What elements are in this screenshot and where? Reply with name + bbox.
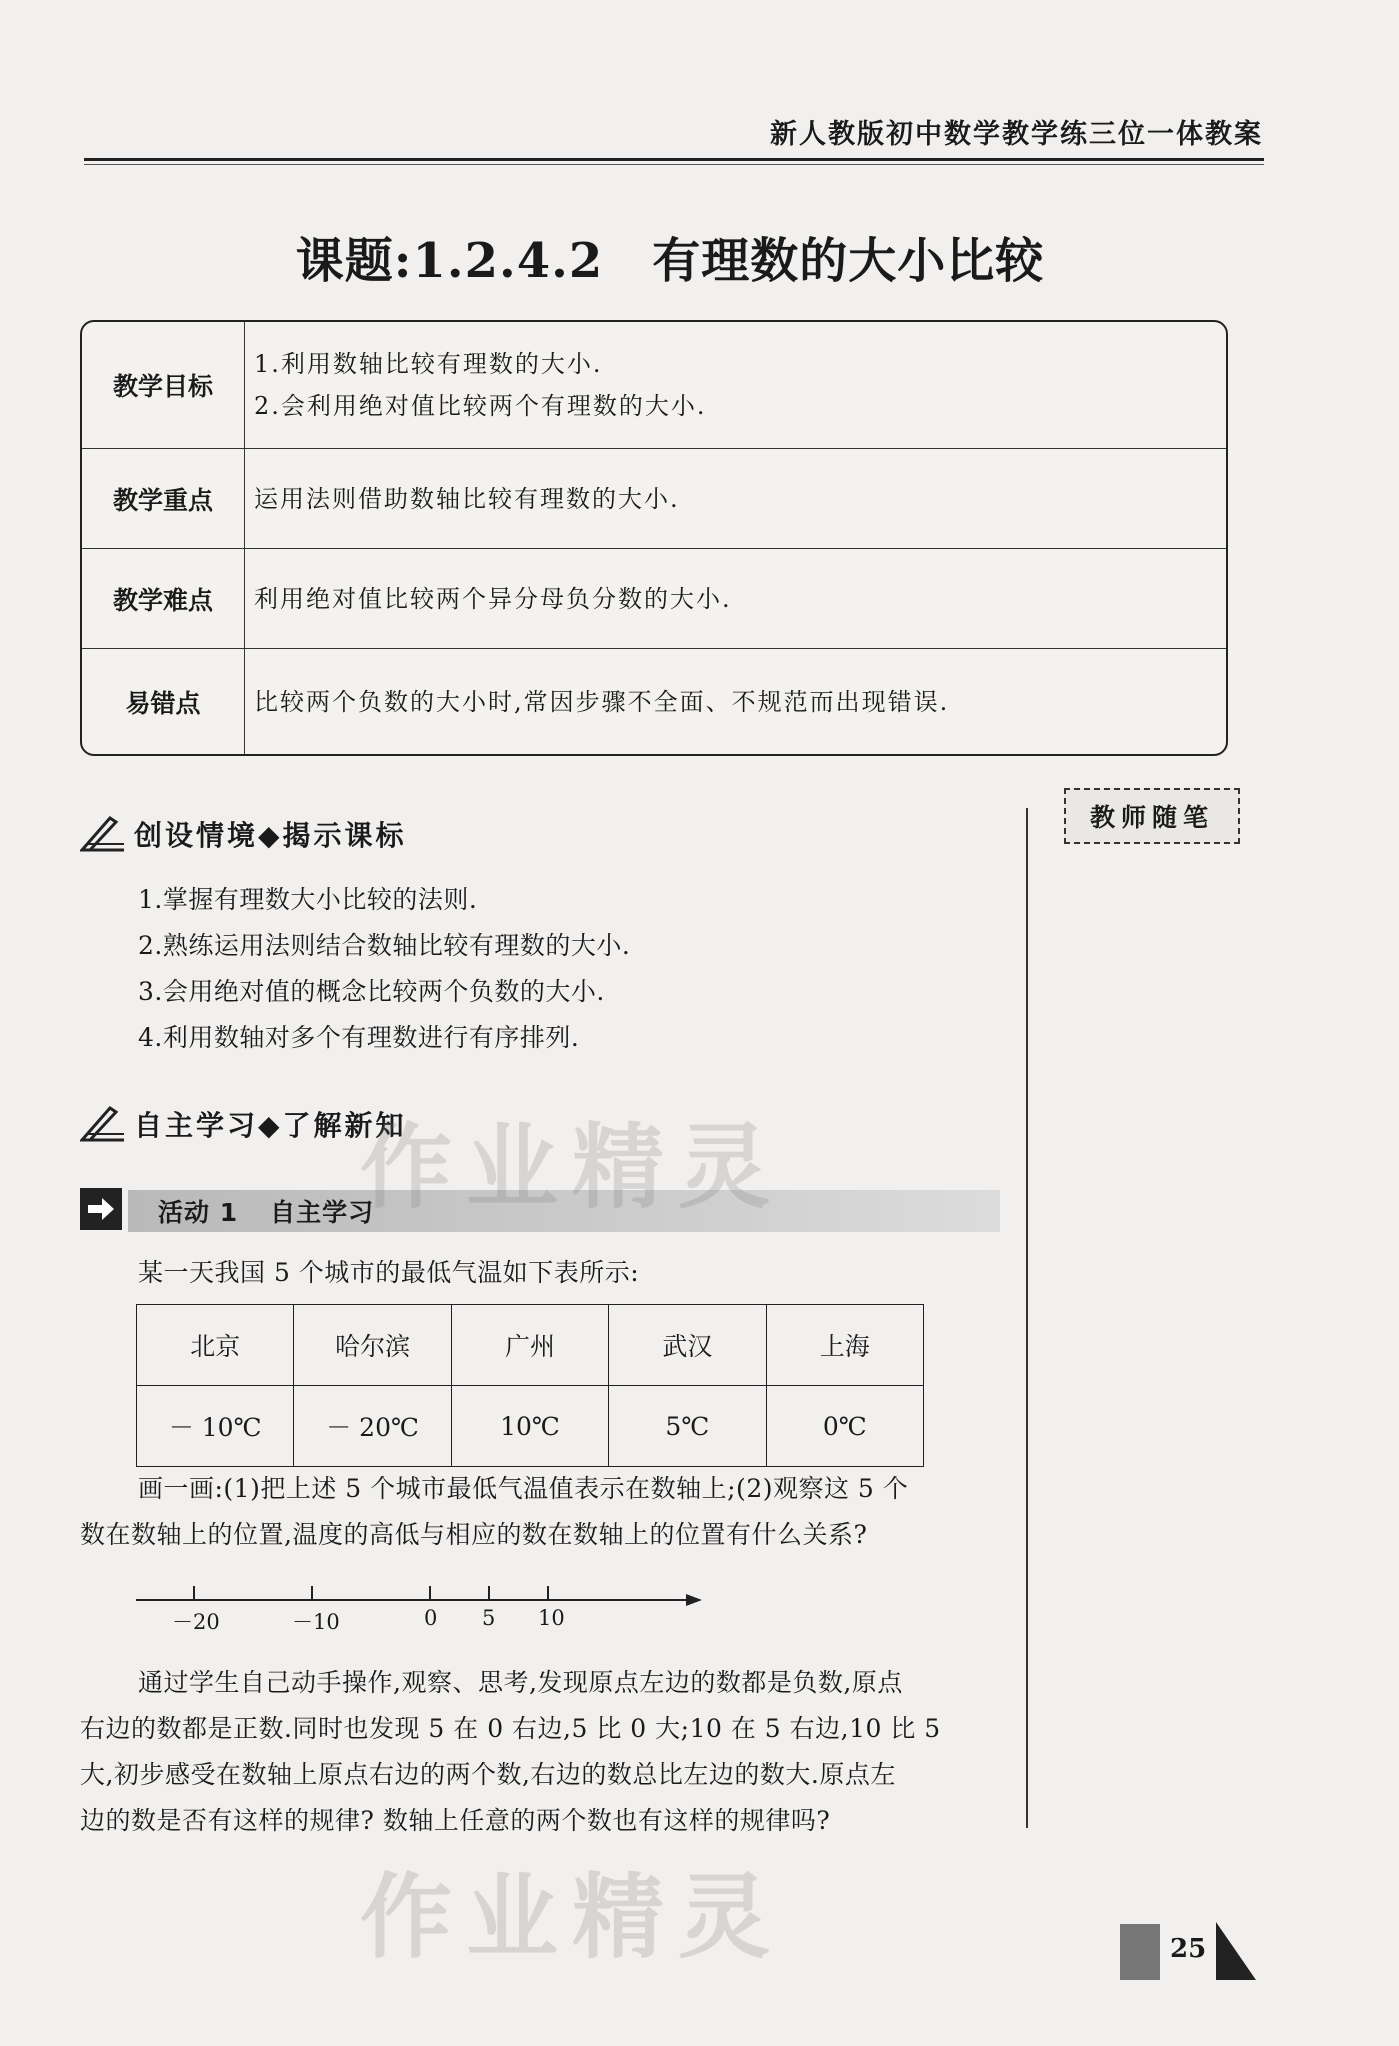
arrow-right-icon: [80, 1188, 122, 1230]
temp-cell: － 10℃: [137, 1386, 294, 1467]
goal-item: 1.掌握有理数大小比较的法则.: [138, 885, 478, 914]
discussion-line: 大,初步感受在数轴上原点右边的两个数,右边的数总比左边的数大.原点左: [80, 1760, 896, 1789]
discussion-line: 边的数是否有这样的规律? 数轴上任意的两个数也有这样的规律吗?: [80, 1806, 831, 1835]
city-cell: 上海: [766, 1305, 923, 1386]
pen-icon: [80, 814, 126, 854]
goal-item: 4.利用数轴对多个有理数进行有序排列.: [138, 1023, 580, 1052]
objective-row-focus: [82, 448, 1226, 549]
page-number-marker: [1120, 1924, 1160, 1980]
notes-margin-rule: [1026, 808, 1028, 1828]
objective-line: 1.利用数轴比较有理数的大小.: [254, 350, 603, 378]
activity-name: 自主学习: [270, 1198, 375, 1227]
city-cell: 广州: [451, 1305, 608, 1386]
objective-line: 比较两个负数的大小时,常因步骤不全面、不规范而出现错误.: [254, 688, 950, 716]
book-series-title: 新人教版初中数学教学练三位一体教案: [770, 119, 1263, 150]
section-heading-text: 自主学习◆了解新知: [134, 1109, 407, 1142]
objective-row-pitfalls: [82, 648, 1226, 755]
watermark: 作业精灵: [360, 1864, 785, 1971]
objective-label: 教学目标: [82, 322, 245, 448]
tick-label: －10: [292, 1610, 340, 1634]
section-heading-self-study: [80, 1104, 407, 1144]
objectives-table: [80, 320, 1228, 756]
temperature-row: [137, 1386, 924, 1467]
objective-label: 易错点: [82, 649, 245, 755]
header-rule: [84, 158, 1264, 161]
tick-label: －20: [172, 1610, 220, 1634]
objective-row-difficulty: [82, 548, 1226, 649]
city-cell: 北京: [137, 1305, 294, 1386]
objective-line: 运用法则借助数轴比较有理数的大小.: [254, 485, 680, 513]
task-text-line: 画一画:(1)把上述 5 个城市最低气温值表示在数轴上;(2)观察这 5 个: [138, 1474, 909, 1503]
objective-row-goals: [82, 322, 1226, 448]
activity-number: 活动 1: [158, 1198, 239, 1227]
objective-label: 教学重点: [82, 449, 245, 549]
temp-cell: 0℃: [766, 1386, 923, 1467]
temp-cell: － 20℃: [294, 1386, 451, 1467]
teacher-notes-box: 教师随笔: [1064, 788, 1240, 844]
number-line: [130, 1576, 710, 1606]
city-row: [137, 1305, 924, 1386]
section-heading-text: 创设情境◆揭示课标: [134, 819, 407, 852]
objective-line: 利用绝对值比较两个异分母负分数的大小.: [254, 585, 732, 613]
goal-item: 3.会用绝对值的概念比较两个负数的大小.: [138, 977, 605, 1006]
city-cell: 武汉: [609, 1305, 766, 1386]
intro-text: 某一天我国 5 个城市的最低气温如下表所示:: [138, 1258, 640, 1287]
temp-cell: 10℃: [451, 1386, 608, 1467]
city-cell: 哈尔滨: [294, 1305, 451, 1386]
header-rule-thin: [84, 164, 1264, 165]
lesson-title: 课题:1.2.4.2 有理数的大小比较: [295, 233, 1045, 289]
tick-label: 0: [424, 1606, 438, 1630]
page-number: 25: [1170, 1934, 1207, 1964]
objective-line: 2.会利用绝对值比较两个有理数的大小.: [254, 392, 707, 420]
pen-icon: [80, 1104, 126, 1144]
section-heading-intro: [80, 814, 407, 854]
goal-item: 2.熟练运用法则结合数轴比较有理数的大小.: [138, 931, 631, 960]
discussion-line: 通过学生自己动手操作,观察、思考,发现原点左边的数都是负数,原点: [138, 1668, 903, 1697]
temp-cell: 5℃: [609, 1386, 766, 1467]
discussion-line: 右边的数都是正数.同时也发现 5 在 0 右边,5 比 0 大;10 在 5 右边,10 比 5: [80, 1714, 941, 1743]
corner-triangle-icon: [1214, 1920, 1258, 1982]
watermark: 作业精灵: [360, 1114, 785, 1221]
number-line-arrow: [686, 1594, 702, 1606]
task-text-line: 数在数轴上的位置,温度的高低与相应的数在数轴上的位置有什么关系?: [80, 1520, 868, 1549]
temperature-table: [136, 1304, 924, 1467]
tick-label: 10: [538, 1606, 565, 1630]
tick-label: 5: [482, 1606, 496, 1630]
objective-label: 教学难点: [82, 549, 245, 649]
